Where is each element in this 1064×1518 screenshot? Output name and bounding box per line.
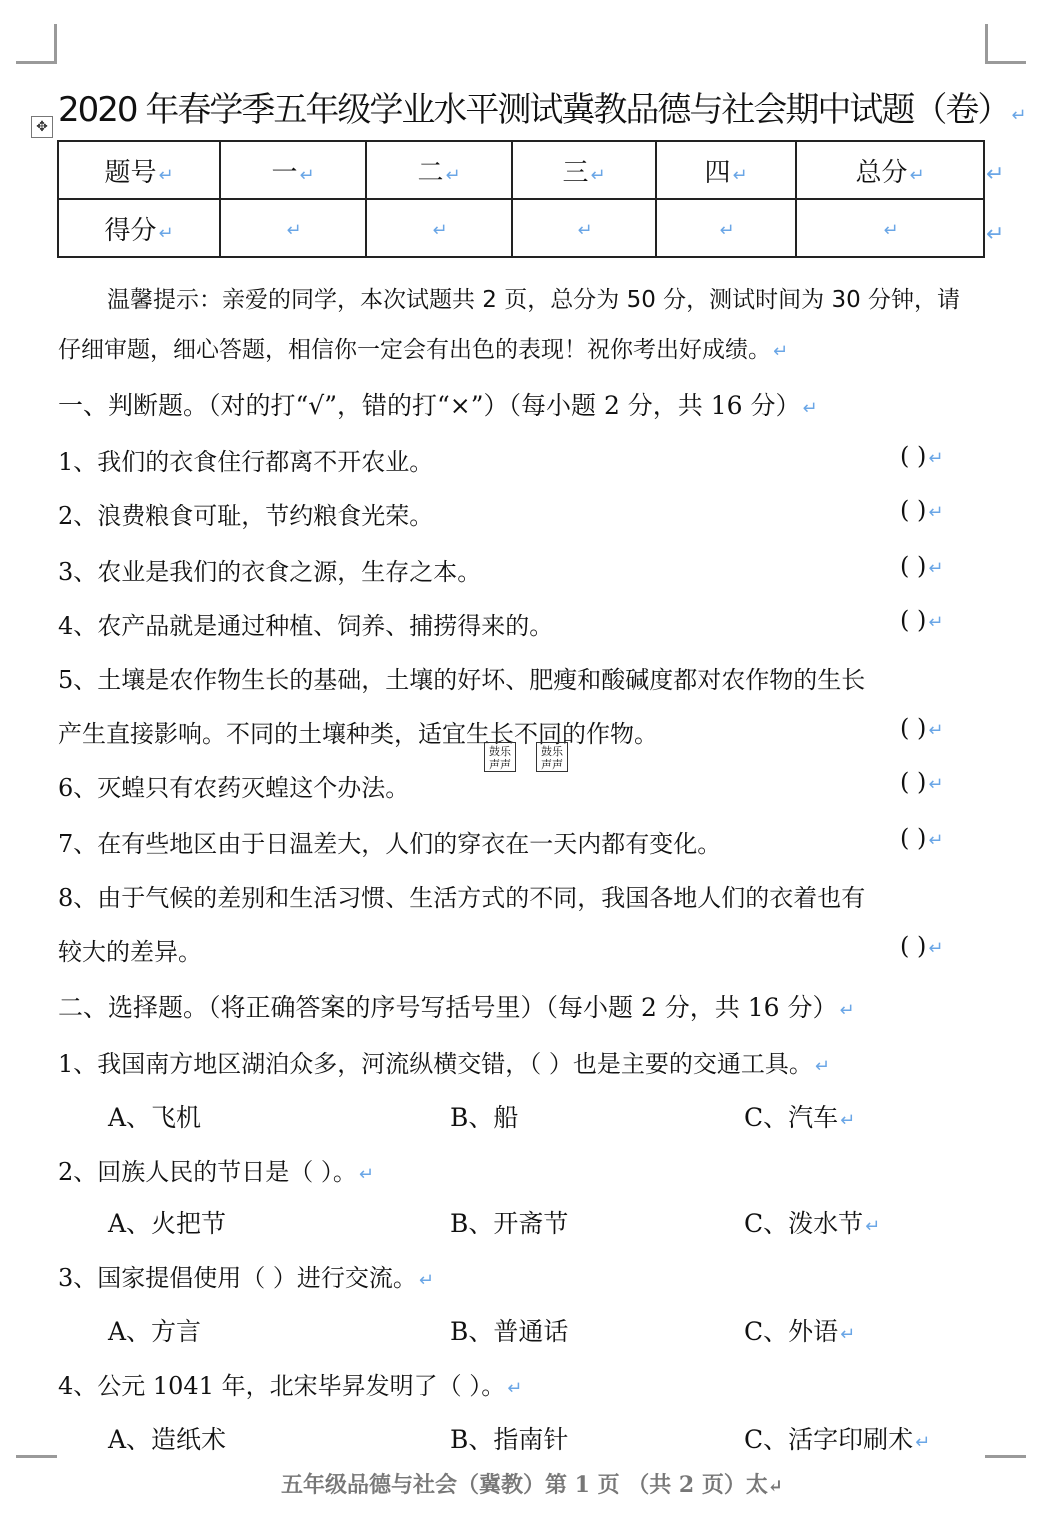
crop-mark-top-right-v [985, 24, 988, 64]
score-input-cell[interactable]: ↵ [512, 199, 656, 257]
row-end-mark-icon: ↵ [986, 222, 1005, 247]
crop-mark-top-left-v [54, 24, 57, 64]
score-input-cell[interactable]: ↵ [220, 199, 366, 257]
answer-bracket[interactable]: ( ) ↵ [900, 824, 944, 852]
score-input-cell[interactable]: ↵ [656, 199, 796, 257]
score-table-cell: 一 ↵ [220, 141, 366, 199]
answer-bracket[interactable]: ( ) ↵ [900, 714, 944, 742]
crop-mark-top-left-h [16, 61, 57, 64]
option-a[interactable]: A、飞机 [108, 1103, 202, 1132]
stamp-image: 鼓乐 声声 [536, 742, 568, 772]
question-text: 2、浪费粮食可耻，节约粮食光荣。 [58, 502, 434, 530]
option-a[interactable]: A、方言 [108, 1317, 202, 1346]
option-b[interactable]: B、开斋节 [450, 1209, 569, 1238]
score-input-cell[interactable]: ↵ [796, 199, 984, 257]
question-text: 6、灭蝗只有农药灭蝗这个办法。 [58, 774, 410, 802]
question-text: 1、我国南方地区湖泊众多，河流纵横交错，（ ）也是主要的交通工具。 ↵ [58, 1050, 830, 1078]
section-heading: 二、选择题。（将正确答案的序号写括号里）（每小题 2 分，共 16 分） ↵ [58, 993, 855, 1022]
score-table-score-row [58, 199, 984, 257]
question-text: 较大的差异。 [58, 938, 202, 966]
answer-bracket[interactable]: ( ) ↵ [900, 768, 944, 796]
score-table-cell: 四 ↵ [656, 141, 796, 199]
question-text: 产生直接影响。不同的土壤种类，适宜生长不同的作物。 [58, 720, 658, 748]
question-text: 7、在有些地区由于日温差大，人们的穿衣在一天内都有变化。 [58, 830, 722, 858]
score-table-cell: 得分 ↵ [58, 199, 220, 257]
crop-mark-top-right-h [985, 61, 1026, 64]
tip-line: 温馨提示：亲爱的同学，本次试题共 2 页，总分为 50 分，测试时间为 30 分钟，请 [107, 287, 961, 313]
option-c[interactable]: C、泼水节 ↵ [744, 1209, 881, 1238]
section-heading: 一、判断题。（对的打“√”，错的打“×”）（每小题 2 分，共 16 分） ↵ [58, 391, 818, 420]
page-title: 2020 年春学季五年级学业水平测试冀教品德与社会期中试题（卷） ↵ [58, 90, 1025, 130]
paragraph-mark-icon: ↵ [1011, 105, 1025, 126]
question-text: 3、农业是我们的衣食之源，生存之本。 [58, 558, 482, 586]
question-text: 4、农产品就是通过种植、饲养、捕捞得来的。 [58, 612, 554, 640]
option-b[interactable]: B、普通话 [450, 1317, 569, 1346]
option-b[interactable]: B、船 [450, 1103, 519, 1132]
score-table-cell: 三 ↵ [512, 141, 656, 199]
score-table [57, 140, 985, 258]
option-b[interactable]: B、指南针 [450, 1425, 569, 1454]
option-c[interactable]: C、活字印刷术 ↵ [744, 1425, 931, 1454]
score-table-cell: 二 ↵ [366, 141, 512, 199]
crop-mark-bottom-left-h [16, 1455, 57, 1458]
option-a[interactable]: A、造纸术 [108, 1425, 227, 1454]
option-a[interactable]: A、火把节 [108, 1209, 227, 1238]
option-c[interactable]: C、汽车 ↵ [744, 1103, 856, 1132]
question-text: 5、土壤是农作物生长的基础，土壤的好坏、肥瘦和酸碱度都对农作物的生长 [58, 666, 866, 694]
answer-bracket[interactable]: ( ) ↵ [900, 442, 944, 470]
question-text: 4、公元 1041 年，北宋毕昇发明了（ ）。 ↵ [58, 1372, 523, 1400]
answer-bracket[interactable]: ( ) ↵ [900, 932, 944, 960]
option-c[interactable]: C、外语 ↵ [744, 1317, 856, 1346]
answer-bracket[interactable]: ( ) ↵ [900, 606, 944, 634]
question-text: 8、由于气候的差别和生活习惯、生活方式的不同，我国各地人们的衣着也有 [58, 884, 866, 912]
question-text: 2、回族人民的节日是（ ）。 ↵ [58, 1158, 374, 1186]
score-table-cell: 题号 ↵ [58, 141, 220, 199]
tip-line: 仔细审题，细心答题，相信你一定会有出色的表现！祝你考出好成绩。 ↵ [58, 337, 789, 363]
score-input-cell[interactable]: ↵ [366, 199, 512, 257]
page-footer: 五年级品德与社会（冀教）第 1 页 （共 2 页）太↵ [280, 1472, 783, 1498]
score-table-cell: 总分 ↵ [796, 141, 984, 199]
crop-mark-bottom-right-h [985, 1455, 1026, 1458]
question-text: 3、国家提倡使用（ ）进行交流。 ↵ [58, 1264, 434, 1292]
row-end-mark-icon: ↵ [986, 162, 1005, 187]
answer-bracket[interactable]: ( ) ↵ [900, 496, 944, 524]
question-text: 1、我们的衣食住行都离不开农业。 [58, 448, 434, 476]
score-table-header-row [58, 141, 984, 199]
stamp-image: 鼓乐 声声 [484, 742, 516, 772]
answer-bracket[interactable]: ( ) ↵ [900, 552, 944, 580]
table-move-handle-icon[interactable]: ✥ [31, 116, 53, 138]
